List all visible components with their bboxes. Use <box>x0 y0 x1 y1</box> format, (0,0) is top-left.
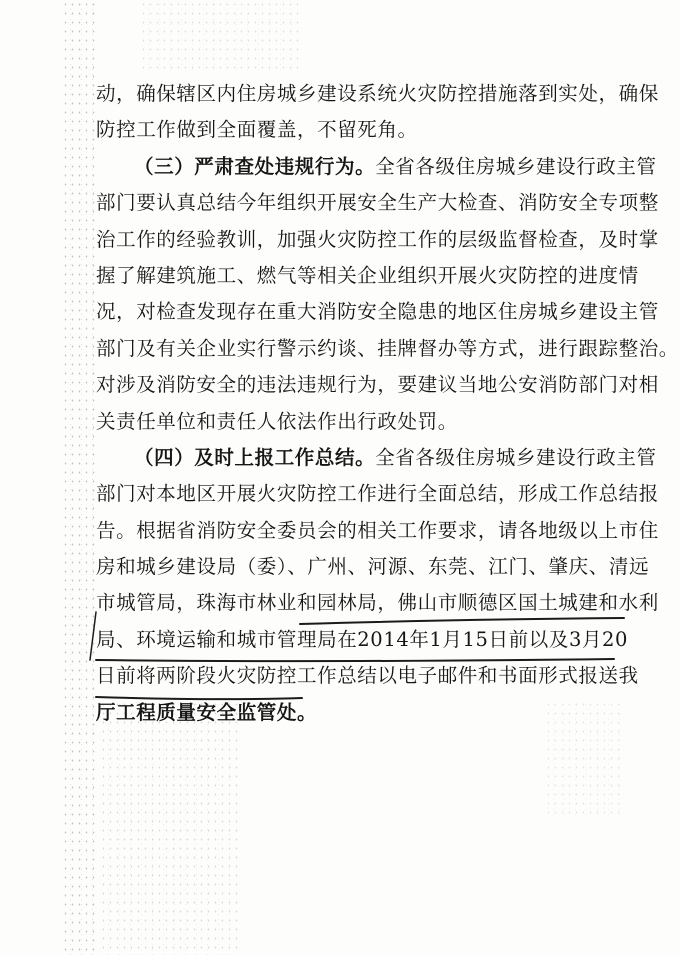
text-segment: 日前将两阶段火灾防控工作总结以电子邮件和书面形式报送我 <box>96 664 639 688</box>
text-segment: 对涉及消防安全的违法违规行为，要建议当地公安消防部门对相 <box>96 373 659 397</box>
paragraph <box>96 440 659 731</box>
text-segment: 告。根据省消防安全委员会的相关工作要求，请各地级以上市住 <box>96 518 659 542</box>
text-segment: 全省各级住房城乡建设行政主管 <box>375 154 657 178</box>
text-segment: 况，对检查发现存在重大消防安全隐患的地区住房城乡建设主管 <box>96 300 659 324</box>
text-line <box>96 513 659 549</box>
scan-noise-lower-left <box>100 700 240 955</box>
paragraph <box>96 76 659 149</box>
text-line <box>96 76 659 112</box>
text-segment: 局、环境运输和城市管理局在2014年1月15日前以及3月20 <box>96 627 629 651</box>
text-segment: 防控工作做到全面覆盖，不留死角。 <box>96 118 418 142</box>
text-segment: 关责任单位和责任人依法作出行政处罚。 <box>96 409 458 433</box>
text-segment: 市城管局，珠海市林业和园林局，佛山市顺德区国土城建和水利 <box>96 591 659 615</box>
text-segment: 部门要认真总结今年组织开展安全生产大检查、消防安全专项整 <box>96 191 659 215</box>
text-line <box>96 585 659 621</box>
text-line <box>96 149 657 185</box>
bold-text-segment: （三）严肃查处违规行为。 <box>134 154 376 178</box>
scan-noise-top <box>140 0 300 70</box>
text-line <box>96 404 624 440</box>
text-line <box>96 294 659 330</box>
text-line <box>96 112 624 148</box>
text-segment: 握了解建筑施工、燃气等相关企业组织开展火灾防控的进度情 <box>96 263 639 287</box>
text-line <box>96 440 657 476</box>
text-line <box>96 658 639 694</box>
document-body <box>96 76 679 731</box>
scan-noise-left-margin <box>62 0 98 955</box>
text-segment: 动，确保辖区内住房城乡建设系统火灾防控措施落到实处，确保 <box>96 82 659 105</box>
text-segment: 部门及有关企业实行警示约谈、挂牌督办等方式，进行跟踪整治。 <box>96 336 679 360</box>
text-line <box>96 222 659 258</box>
bold-text-segment: （四）及时上报工作总结。 <box>134 445 376 469</box>
text-line <box>96 695 624 731</box>
text-segment: 房和城乡建设局（委）、广州、河源、东莞、江门、肇庆、清远 <box>96 555 650 579</box>
text-line <box>96 331 679 367</box>
paragraph <box>96 149 679 440</box>
text-segment: 治工作的经验教训，加强火灾防控工作的层级监督检查，及时掌 <box>96 227 659 251</box>
text-segment: 部门对本地区开展火灾防控工作进行全面总结，形成工作总结报 <box>96 482 659 506</box>
bold-text-segment: 厅工程质量安全监管处。 <box>96 700 318 724</box>
text-segment: 全省各级住房城乡建设行政主管 <box>375 445 657 469</box>
text-line <box>96 549 650 585</box>
text-line <box>96 185 659 221</box>
text-line <box>96 476 659 512</box>
text-line <box>96 622 629 658</box>
text-line <box>96 258 639 294</box>
text-line <box>96 367 659 403</box>
